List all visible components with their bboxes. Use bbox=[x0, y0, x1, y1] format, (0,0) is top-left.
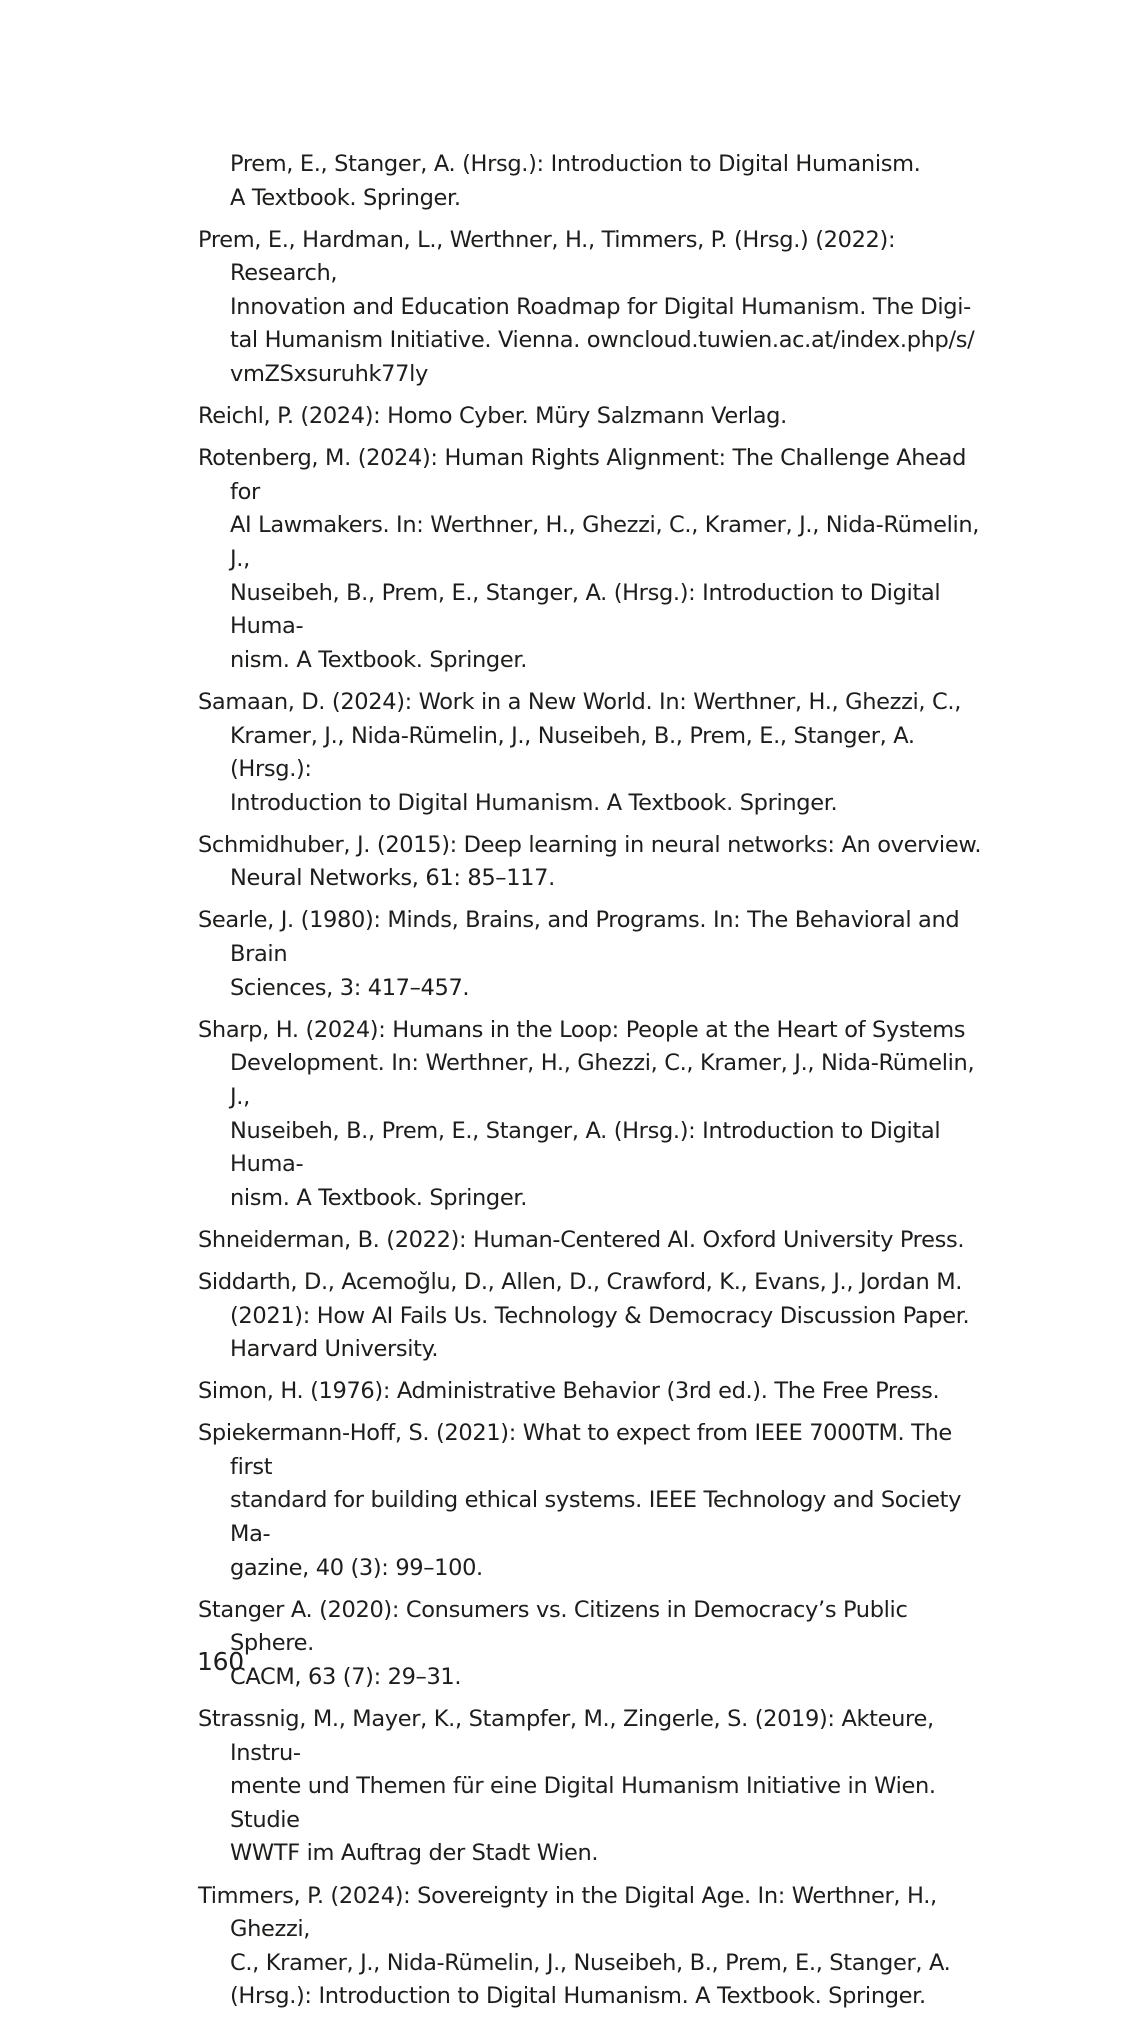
reference-entry-simon-1976: Simon, H. (1976): Administrative Behavior (3rd ed.). The Free Press. bbox=[198, 1378, 940, 1405]
reference-entry-schmidhuber-2015: Schmidhuber, J. (2015): Deep learning in neural networks: An overview. Neural Networks, 61: 85–117. bbox=[198, 831, 982, 892]
reference-entry-stanger-2020: Stanger A. (2020): Consumers vs. Citizens in Democracy’s Public Sphere. CACM, 63 (7): 29–31. bbox=[198, 1596, 908, 1690]
reference-entry-shneiderman-2022: Shneiderman, B. (2022): Human-Centered AI. Oxford University Press. bbox=[198, 1226, 965, 1253]
reference-entry-siddarth-2021: Siddarth, D., Acemoğlu, D., Allen, D., Crawford, K., Evans, J., Jordan M. (2021): How AI Fails Us. Technology & Democracy Discussion Paper. Harvard University. bbox=[198, 1268, 970, 1363]
reference-entry-searle-1980: Searle, J. (1980): Minds, Brains, and Programs. In: The Behavioral and Brain Sciences, 3: 417–457. bbox=[198, 907, 960, 1001]
reference-entry-prem-2022: Prem, E., Hardman, L., Werthner, H., Timmers, P. (Hrsg.) (2022): Research, Innovation and Education Roadmap for Digital Humanism. The Digi- tal Humanism Initiative. Vienna. owncloud.tuwien.ac.at/index.php/s/ vmZSxsuruhk77ly bbox=[198, 226, 975, 388]
reference-entry-samaan-2024: Samaan, D. (2024): Work in a New World. In: Werthner, H., Ghezzi, C., Kramer, J., Nida-Rümelin, J., Nuseibeh, B., Prem, E., Stanger, A. (Hrsg.): Introduction to Digital Humanism. A Textbook. Springer. bbox=[198, 688, 961, 816]
reference-entry-reichl-2024: Reichl, P. (2024): Homo Cyber. Müry Salzmann Verlag. bbox=[198, 403, 787, 430]
reference-entry-sharp-2024: Sharp, H. (2024): Humans in the Loop: People at the Heart of Systems Development. In: Werthner, H., Ghezzi, C., Kramer, J., Nida-Rümelin, J., Nuseibeh, B., Prem, E., Stanger, A. (Hrsg.): Introduction to Digital Huma- nism. A Textbook. Springer. bbox=[198, 1016, 975, 1211]
reference-entry-spiekermann-2021: Spiekermann-Hoff, S. (2021): What to expect from IEEE 7000TM. The first standard for building ethical systems. IEEE Technology and Society Ma- gazine, 40 (3): 99–100. bbox=[198, 1420, 962, 1581]
page-number: 160 bbox=[197, 1647, 244, 1676]
reference-entry-strassnig-2019: Strassnig, M., Mayer, K., Stampfer, M., Zingerle, S. (2019): Akteure, Instru- mente und Themen für eine Digital Humanism Initiative in Wien. Studie WWTF im Auftrag der Stadt Wien. bbox=[198, 1706, 936, 1867]
reference-continuation: Prem, E., Stanger, A. (Hrsg.): Introduction to Digital Humanism. A Textbook. Springer. bbox=[230, 151, 921, 211]
reference-entry-timmers-2024: Timmers, P. (2024): Sovereignty in the Digital Age. In: Werthner, H., Ghezzi, C., Kramer, J., Nida-Rümelin, J., Nuseibeh, B., Prem, E., Stanger, A. (Hrsg.): Introduction to Digital Humanism. A Textbook. Springer. bbox=[198, 1882, 951, 2010]
reference-list bbox=[198, 148, 982, 2022]
reference-entry-rotenberg-2024: Rotenberg, M. (2024): Human Rights Alignment: The Challenge Ahead for AI Lawmakers. In: Werthner, H., Ghezzi, C., Kramer, J., Nida-Rümelin, J., Nuseibeh, B., Prem, E., Stanger, A. (Hrsg.): Introduction to Digital Huma- nism. A Textbook. Springer. bbox=[198, 445, 980, 673]
